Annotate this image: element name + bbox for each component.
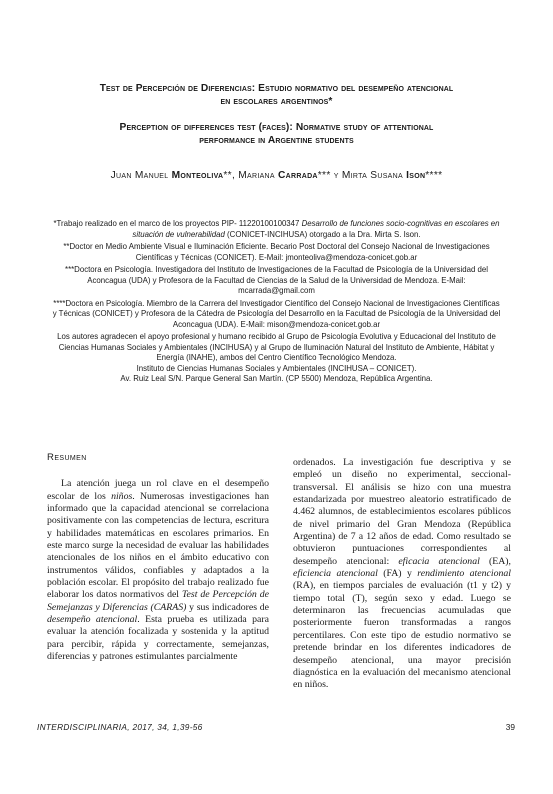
affiliation-note: ****Doctora en Psicología. Miembro de la Carrera del Investigador Científico del Consejo Nacional de Investigaciones Científicas y Técnicas (CONICET) y Profesora de la Cátedra de Psicología del Desarrollo en la Facultad de Psicología de la Universidad del Aconcagua (UDA). E-Mail: mison@mendoza-conicet.gob.ar (52, 298, 501, 329)
abstract-text: y sus indicadores de (186, 601, 270, 613)
author-separator: y (330, 170, 342, 181)
funding-project-title: Desarrollo de funciones socio-cognitivas en escolares en situación de vulnerabilidad (132, 219, 500, 239)
author-mark: *** (317, 170, 331, 181)
address-note: Av. Ruiz Leal S/N. Parque General San Martín. (CP 5500) Mendoza, República Argentina. (120, 374, 433, 383)
author-given-name: Juan Manuel (110, 170, 172, 181)
abstract-text: (RA), en tiempos parciales de evaluación (t1 y t2) y tiempo total (T), según sexo y edad. Luego se determinaron las frecuencias acumuladas que posteriormente fueron transformadas a rangos percentilares. Con este tipo de estudio normativo se pretende brindar en los diferentes indicadores de desempeño atencional, una mayor precisión diagnóstica en la evaluación del mecanismo atencional en niños. (293, 580, 511, 691)
title-english (40, 122, 513, 147)
abstract-heading: Resumen (47, 452, 87, 463)
title-spanish (40, 83, 513, 108)
abstract-emphasis: Test de Percepción de Semejanzas y Diferencias (CARAS) (47, 589, 269, 613)
title-english-line2: performance in Argentine students (199, 134, 354, 146)
funding-note-text: (CONICET-INCIHUSA) otorgado a la Dra. Mirta S. Ison. (224, 229, 421, 239)
affiliation-notes (52, 219, 501, 387)
journal-citation: INTERDISCIPLINARIA, 2017, 34, 1,39-56 (37, 722, 203, 732)
abstract-paragraph-continued (293, 457, 511, 692)
author-mark: **** (425, 170, 443, 181)
abstract-text: (FA) y (377, 568, 418, 580)
acknowledgement-note: Los autores agradecen el apoyo profesional y humano recibido al Grupo de Psicología Evolutiva y Educacional del Instituto de Ciencias Humanas Sociales y Ambientales (INCIHUSA) y al Grupo de Iluminación Natural del Instituto de Ambiente, Hábitat y Energía (INAHE), ambos del Centro Científico Tecnológico Mendoza. (57, 332, 496, 362)
title-english-line1: Perception of differences test (faces): Normative study of attentional (119, 122, 434, 133)
author-given-name: Mirta Susana (341, 170, 407, 181)
page-number: 39 (505, 722, 515, 732)
abstract-text: . Numerosas investigaciones han informado que la capacidad atencional se correlaciona positivamente con las competencias de lectura, escritura y habilidades matemáticas en escolares primarios. En este marco surge la necesidad de evaluar las habilidades atencionales de los niños en el ámbito educativo con instrumentos válidos, confiables y adaptados a la población escolar. El propósito del trabajo realizado fue elaborar los datos normativos del (47, 490, 269, 601)
abstract-emphasis: desempeño atencional (47, 614, 138, 626)
abstract-emphasis: eficacia atencional (398, 555, 480, 567)
author-mark: ** (223, 170, 232, 181)
abstract-left-column (47, 452, 269, 664)
abstract-right-column (293, 457, 511, 692)
author-list (30, 170, 523, 181)
funding-note-text: *Trabajo realizado en el marco de los proyectos PIP- 11220100100347 (53, 219, 302, 228)
abstract-emphasis: rendimiento atencional (417, 568, 511, 580)
abstract-emphasis: eficiencia atencional (293, 568, 378, 580)
author-surname: Monteoliva (171, 170, 224, 181)
author-surname: Carrada (278, 170, 318, 181)
author-surname: Ison (406, 170, 426, 181)
title-spanish-line1: Test de Percepción de Diferencias: Estudio normativo del desempeño atencional (99, 83, 454, 94)
affiliation-note: **Doctor en Medio Ambiente Visual e Iluminación Eficiente. Becario Post Doctoral del Consejo Nacional de Investigaciones Científicas y Técnicas (CONICET). E-Mail: jmonteoliva@mendoza-conicet.gob.ar (63, 242, 490, 262)
abstract-emphasis: niños (111, 490, 133, 502)
author-separator: , (231, 170, 239, 181)
affiliation-note: ***Doctora en Psicología. Investigadora del Instituto de Investigaciones de la Facultad de Psicología de la Universidad del Aconcagua (UDA) y Profesora de la Facultad de Ciencias de la Salud de la Universidad de Mendoza. E-Mail: mcarrada@gmail.com (65, 265, 488, 295)
abstract-text: . Esta prueba es utilizada para evaluar la atención focalizada y sostenida y la aptitud para percibir, rápida y correctamente, semejanzas, diferencias y patrones estimulantes parcialmente (47, 614, 269, 663)
abstract-paragraph (47, 478, 269, 663)
funding-note (52, 219, 501, 240)
institution-note: Instituto de Ciencias Humanas Sociales y Ambientales (INCIHUSA – CONICET). (136, 363, 417, 373)
author-given-name: Mariana (238, 170, 278, 181)
title-spanish-line2: en escolares argentinos* (220, 95, 333, 107)
abstract-text: (EA), (479, 555, 511, 567)
abstract-text: La atención juega un rol clave en el desempeño escolar de los (47, 478, 269, 502)
abstract-text: ordenados. La investigación fue descriptiva y se empleó un diseño no experimental, seccional-transversal. El análisis se hizo con una muestra estandarizada por muestreo aleatorio estratificado de 4.462 alumnos, de establecimientos escolares públicos de nivel primario del Gran Mendoza (República Argentina) de 7 a 12 años de edad. Como resultado se obtuvieron puntuaciones correspondientes al desempeño atencional: (293, 457, 511, 567)
